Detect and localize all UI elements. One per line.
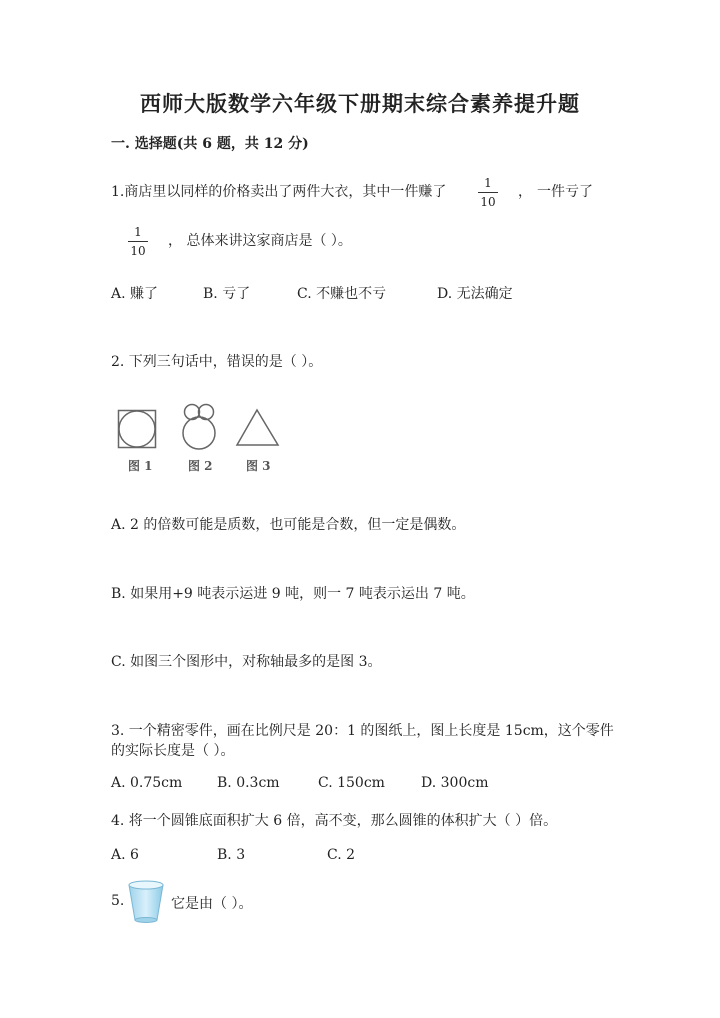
figure-3-label: 图 3 [246,459,271,473]
q1-option-c[interactable]: C. 不赚也不亏 [297,286,387,302]
q2-option-c[interactable]: C. 如图三个图形中，对称轴最多的是图 3。 [111,654,382,670]
section-heading: 一. 选择题(共 6 题，共 12 分) [111,136,309,152]
q2-text: 2. 下列三句话中，错误的是（ ）。 [111,354,323,370]
q5-number: 5. [111,893,125,909]
figure-1-label: 图 1 [128,459,153,473]
q3-option-d[interactable]: D. 300cm [421,775,489,791]
q3-line-2: 的实际长度是（ ）。 [111,743,235,759]
q4-option-c[interactable]: C. 2 [327,847,356,863]
q4-option-b[interactable]: B. 3 [217,847,246,863]
q3-option-c[interactable]: C. 150cm [318,775,385,791]
q1-option-b[interactable]: B. 亏了 [203,286,251,302]
q1-comma: ， [518,184,532,200]
figure-2-label: 图 2 [188,459,213,473]
q1-text-b: 一件亏了 [537,184,593,200]
q4-text: 4. 将一个圆锥底面积扩大 6 倍，高不变，那么圆锥的体积扩大（ ）倍。 [111,813,558,829]
figure-1-square-circle [118,410,158,450]
q1-text-c: ， 总体来讲这家商店是（ ）。 [168,233,352,249]
figure-3-triangle [236,409,280,447]
figure-2-circles [180,404,220,450]
q3-option-a[interactable]: A. 0.75cm [111,775,183,791]
fraction-numerator: 1 [484,176,492,190]
q1-fraction-1 [478,176,498,209]
q1-option-a[interactable]: A. 赚了 [111,286,159,302]
fraction-numerator: 1 [134,225,142,239]
q1-option-d[interactable]: D. 无法确定 [437,286,513,302]
q3-line-1: 3. 一个精密零件，画在比例尺是 20：1 的图纸上，图上长度是 15cm，这个零件 [111,723,614,739]
q5-text: 它是由（ ）。 [171,896,253,912]
cup-icon [127,880,165,924]
q1-text-a: 1.商店里以同样的价格卖出了两件大衣，其中一件赚了 [111,184,447,200]
q4-option-a[interactable]: A. 6 [111,847,139,863]
q3-option-b[interactable]: B. 0.3cm [217,775,280,791]
fraction-denominator: 10 [480,195,496,209]
q1-fraction-2 [128,225,148,258]
page-title: 西师大版数学六年级下册期末综合素养提升题 [140,91,580,116]
q2-option-b[interactable]: B. 如果用+9 吨表示运进 9 吨，则一 7 吨表示运出 7 吨。 [111,586,475,602]
fraction-denominator: 10 [130,244,146,258]
q2-option-a[interactable]: A. 2 的倍数可能是质数，也可能是合数，但一定是偶数。 [111,517,466,533]
